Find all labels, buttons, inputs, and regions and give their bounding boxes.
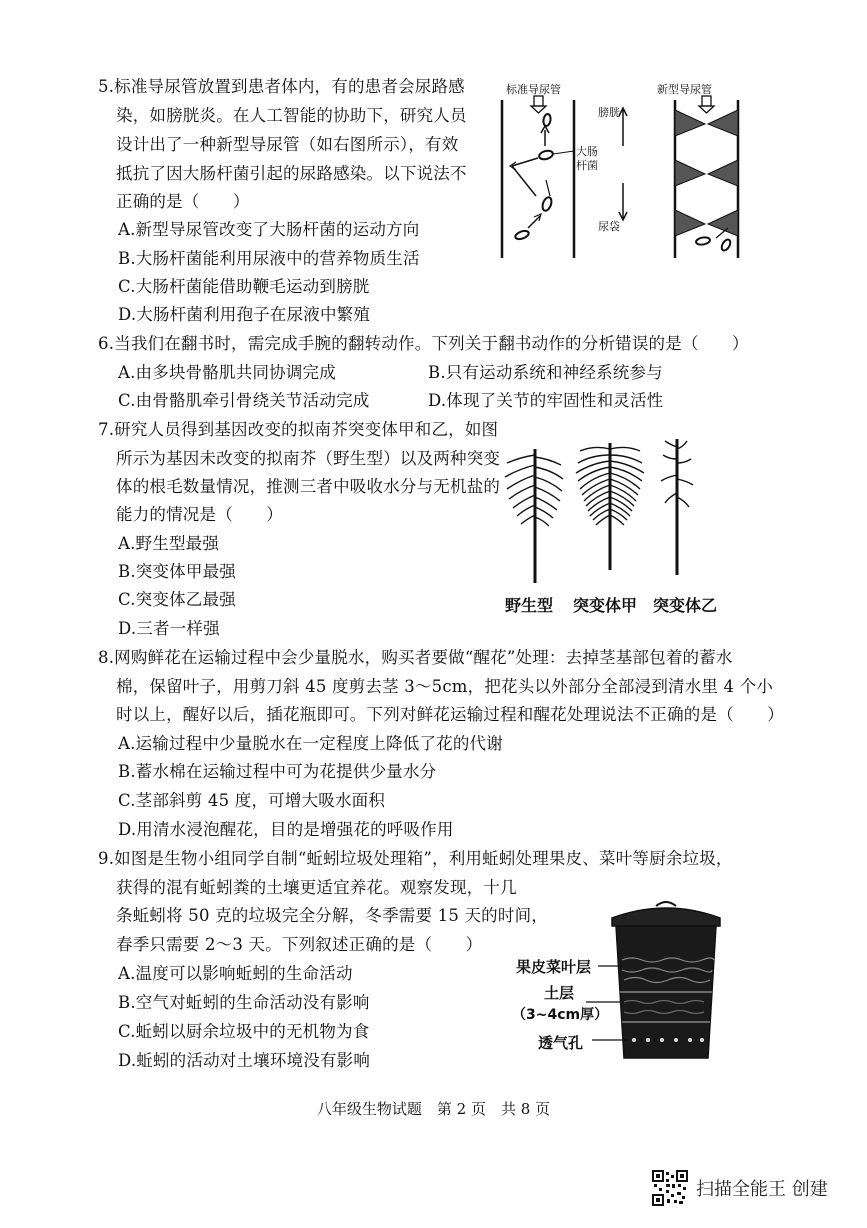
mutant-b-label: 突变体乙 bbox=[653, 596, 718, 615]
q7-option-c: C.突变体乙最强 bbox=[118, 590, 236, 609]
q5-stem-line-3: 设计出了一种新型导尿管（如右图所示），有效 bbox=[116, 135, 459, 154]
bladder-label: 膀胱 bbox=[598, 106, 620, 119]
q8-option-b: B.蓄水棉在运输过程中可为花提供少量水分 bbox=[118, 762, 437, 781]
q6-option-c: C.由骨骼肌牵引骨绕关节活动完成 bbox=[118, 391, 370, 410]
q7-stem-line-2: 所示为基因未改变的拟南芥（野生型）以及两种突变 bbox=[116, 449, 501, 468]
q5-stem-line-1: 5.标准导尿管放置到患者体内，有的患者会尿路感 bbox=[98, 77, 465, 96]
urine-bag-label: 尿袋 bbox=[598, 220, 620, 233]
vent-label: 透气孔 bbox=[538, 1034, 584, 1052]
q9-option-b: B.空气对蚯蚓的生命活动没有影响 bbox=[118, 993, 370, 1012]
q5-option-d: D.大肠杆菌利用孢子在尿液中繁殖 bbox=[118, 305, 371, 324]
qr-code-icon bbox=[652, 1170, 688, 1206]
catheter-figure bbox=[490, 78, 755, 263]
q9-stem-line-1: 9.如图是生物小组同学自制“蚯蚓垃圾处理箱”，利用蚯蚓处理果皮、菜叶等厨余垃圾， bbox=[98, 849, 733, 868]
q7-stem-line-3: 体的根毛数量情况，推测三者中吸收水分与无机盐的 bbox=[116, 477, 501, 496]
q7-option-a: A.野生型最强 bbox=[118, 534, 220, 553]
q7-option-b: B.突变体甲最强 bbox=[118, 562, 236, 581]
q6-option-d: D.体现了关节的牢固性和灵活性 bbox=[428, 391, 664, 410]
q9-stem-line-3: 条蚯蚓将 50 克的垃圾完全分解，冬季需要 15 天的时间， bbox=[116, 906, 548, 925]
q8-option-d: D.用清水浸泡醒花，目的是增强花的呼吸作用 bbox=[118, 820, 454, 839]
earthworm-box-figure bbox=[512, 898, 736, 1064]
q9-option-c: C.蚯蚓以厨余垃圾中的无机物为食 bbox=[118, 1022, 370, 1041]
q7-stem-line-4: 能力的情况是（ ） bbox=[116, 505, 283, 524]
q5-option-a: A.新型导尿管改变了大肠杆菌的运动方向 bbox=[118, 220, 420, 239]
q7-option-d: D.三者一样强 bbox=[118, 619, 220, 638]
q6-option-a: A.由多块骨骼肌共同协调完成 bbox=[118, 363, 336, 382]
q6-stem: 6.当我们在翻书时，需完成手腕的翻转动作。下列关于翻书动作的分析错误的是（ ） bbox=[98, 334, 749, 353]
catheter-diagram bbox=[490, 78, 755, 263]
watermark-text: 扫描全能王 创建 bbox=[696, 1179, 828, 1200]
q8-stem-line-3: 时以上，醒好以后，插花瓶即可。下列对鲜花运输过程和醒花处理说法不正确的是（ ） bbox=[116, 705, 784, 724]
q5-stem-line-4: 抵抗了因大肠杆菌引起的尿路感染。以下说法不 bbox=[116, 164, 467, 183]
page-footer: 八年级生物试题 第 2 页 共 8 页 bbox=[316, 1100, 551, 1118]
standard-catheter-label: 标准导尿管 bbox=[506, 83, 561, 96]
q5-stem-line-5: 正确的是（ ） bbox=[116, 192, 250, 211]
new-catheter-label: 新型导尿管 bbox=[657, 83, 712, 96]
q9-stem-line-2: 获得的混有蚯蚓粪的土壤更适宜养花。观察发现，十几 bbox=[116, 878, 517, 897]
q5-option-b: B.大肠杆菌能利用尿液中的营养物质生活 bbox=[118, 249, 420, 268]
q8-option-c: C.茎部斜剪 45 度，可增大吸水面积 bbox=[118, 791, 386, 810]
ecoli-label bbox=[576, 145, 598, 173]
wild-type-label: 野生型 bbox=[505, 596, 554, 615]
soil-layer-label: 土层 bbox=[544, 984, 575, 1002]
mutant-a-label: 突变体甲 bbox=[573, 596, 638, 615]
root-hair-diagram bbox=[495, 435, 730, 585]
q5-stem-line-2: 染，如膀胱炎。在人工智能的协助下，研究人员 bbox=[116, 106, 467, 125]
soil-thickness-label: （3~4cm厚） bbox=[512, 1007, 609, 1023]
q6-option-b: B.只有运动系统和神经系统参与 bbox=[428, 363, 663, 382]
q9-option-d: D.蚯蚓的活动对土壤环境没有影响 bbox=[118, 1051, 371, 1070]
q9-option-a: A.温度可以影响蚯蚓的生命活动 bbox=[118, 964, 353, 983]
q8-stem-line-2: 棉，保留叶子，用剪刀斜 45 度剪去茎 3～5cm，把花头以外部分全部浸到清水里 4 个小 bbox=[116, 677, 774, 696]
q7-stem-line-1: 7.研究人员得到基因改变的拟南芥突变体甲和乙，如图 bbox=[98, 420, 499, 439]
q8-option-a: A.运输过程中少量脱水在一定程度上降低了花的代谢 bbox=[118, 734, 503, 753]
ecoli-label-line-2: 杆菌 bbox=[576, 159, 598, 172]
q8-stem-line-1: 8.网购鲜花在运输过程中会少量脱水，购买者要做“醒花”处理：去掉茎基部包着的蓄水 bbox=[98, 648, 733, 667]
q5-option-c: C.大肠杆菌能借助鞭毛运动到膀胱 bbox=[118, 277, 370, 296]
peel-layer-label: 果皮菜叶层 bbox=[516, 958, 592, 976]
ecoli-label-line-1: 大肠 bbox=[576, 145, 598, 158]
root-hair-figure bbox=[495, 435, 730, 615]
q9-stem-line-4: 春季只需要 2～3 天。下列叙述正确的是（ ） bbox=[116, 935, 483, 954]
scanner-watermark bbox=[652, 1168, 828, 1208]
